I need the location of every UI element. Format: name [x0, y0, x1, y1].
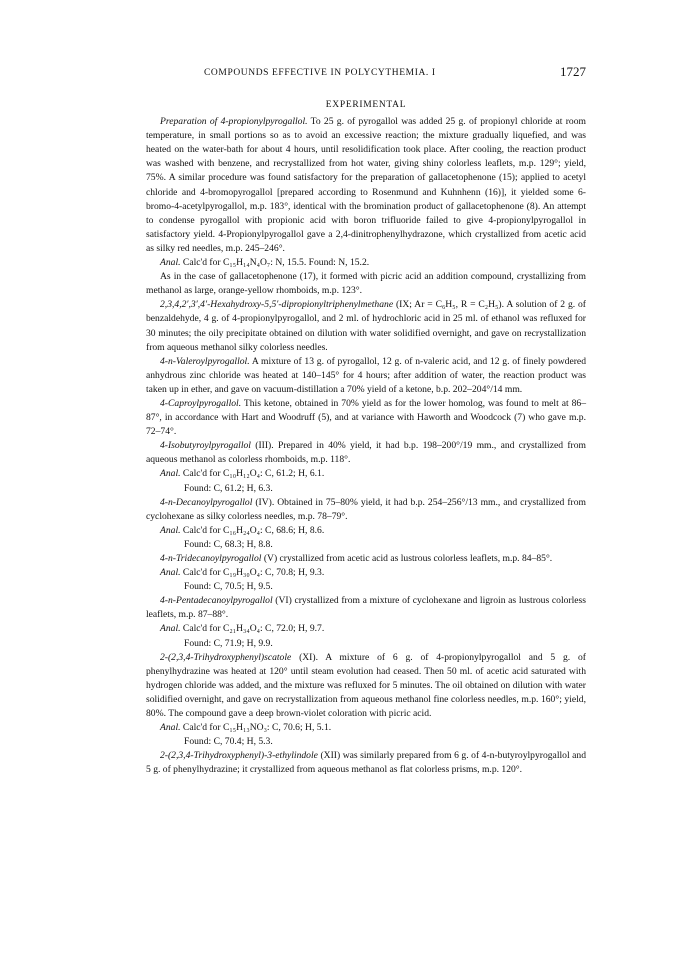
analysis-line	[160, 721, 586, 735]
page-header	[146, 66, 586, 82]
paragraph-text: (XI). A mixture of 6 g. of 4-propionylpyrogallol and 5 g. of phenylhydrazine was heated at 120° until steam evolution had ceased. Then 50 ml. of acetic acid saturated with hydrogen chloride was added, and the mixture was refluxed for 5 minutes. The oil obtained on dilution with water solidified overnight, and gave on recrystallization from aqueous methanol fine colorless needles, m.p. 160°; yield, 80%. The compound gave a deep brown-violet coloration with picric acid.	[146, 651, 586, 720]
paragraph-italic-lead: Preparation of 4-propionylpyrogallol.	[160, 116, 308, 128]
paragraph-text: Calc'd for C₁₅H₁₄N₄O₇: N, 15.5. Found: N, 15.2.	[180, 257, 370, 269]
found-line	[184, 538, 586, 552]
paragraph-italic-lead: Anal.	[160, 623, 181, 635]
article-body	[146, 98, 586, 778]
paragraph	[146, 749, 586, 777]
paragraph-text: Found: C, 71.9; H, 9.9.	[184, 637, 273, 649]
paragraph-italic-lead: 4-Caproylpyrogallol.	[160, 397, 242, 409]
paragraph	[146, 496, 586, 524]
analysis-line	[160, 622, 586, 636]
paragraph	[146, 115, 586, 256]
found-line	[184, 637, 586, 651]
paragraph-text: This ketone, obtained in 70% yield as for the lower homolog, was found to melt at 86–87°, in accordance with Hart and Woodruff (5), and at variance with Haworth and Woodcock (7) who gave m.p. 72–74°.	[146, 397, 586, 438]
paragraph-text: Calc'd for C₁₆H₂₄O₄: C, 68.6; H, 8.6.	[180, 524, 325, 536]
paragraph-text: (IX; Ar = C₆H₅, R = C₂H₅). A solution of 2 g. of benzaldehyde, 4 g. of 4-propionylpyrogallol, and 2 ml. of hydrochloric acid in 25 ml. of ethanol was refluxed for 30 minutes; the oily precipitate obtained on dilution with water solidified overnight, and gave on recrystallization from aqueous methanol silky colorless needles.	[146, 299, 586, 353]
paragraph-text: Found: C, 68.3; H, 8.8.	[184, 538, 273, 550]
paragraph-italic-lead: 2-(2,3,4-Trihydroxyphenyl)scatole	[160, 651, 292, 663]
paragraph-text: Calc'd for C₁₅H₁₃NO₃: C, 70.6; H, 5.1.	[180, 722, 332, 734]
paragraph-text: Calc'd for C₁₀H₁₂O₄: C, 61.2; H, 6.1.	[180, 468, 325, 480]
found-line	[184, 580, 586, 594]
section-heading: EXPERIMENTAL	[325, 100, 407, 110]
paragraph-italic-lead: Anal.	[160, 257, 181, 269]
paragraph-text: As in the case of gallacetophenone (17), it formed with picric acid an addition compound, crystallizing from methanol as large, orange-yellow rhomboids, m.p. 123°.	[146, 271, 586, 297]
paragraph-list	[146, 115, 586, 777]
running-title: COMPOUNDS EFFECTIVE IN POLYCYTHEMIA. I	[204, 68, 436, 78]
paragraph-italic-lead: Anal.	[160, 468, 181, 480]
paragraph	[146, 298, 586, 354]
paragraph-text: (VI) crystallized from a mixture of cyclohexane and ligroin as lustrous colorless leaflets, m.p. 87–88°.	[146, 595, 586, 621]
analysis-line	[160, 256, 586, 270]
paragraph-italic-lead: 4-n-Tridecanoylpyrogallol	[160, 553, 262, 564]
paragraph-text: Calc'd for C₂₁H₃₄O₄: C, 72.0; H, 9.7.	[180, 623, 325, 635]
paragraph-italic-lead: 2-(2,3,4-Trihydroxyphenyl)-3-ethylindole	[160, 750, 318, 762]
found-line	[184, 482, 586, 496]
paragraph	[146, 270, 586, 298]
paragraph-italic-lead: Anal.	[160, 722, 181, 734]
paragraph-text: (III). Prepared in 40% yield, it had b.p. 198–200°/19 mm., and crystallized from aqueous methanol as colorless rhomboids, m.p. 118°.	[146, 440, 586, 466]
paragraph-italic-lead: 4-Isobutyroylpyrogallol	[160, 440, 251, 452]
paragraph	[146, 439, 586, 467]
analysis-line	[160, 566, 586, 580]
paragraph	[146, 355, 586, 397]
paragraph-text: (V) crystallized from acetic acid as lustrous colorless leaflets, m.p. 84–85°.	[261, 553, 553, 564]
paragraph	[146, 651, 586, 721]
paragraph-text: A mixture of 13 g. of pyrogallol, 12 g. of n-valeric acid, and 12 g. of finely powdered anhydrous zinc chloride was heated at 140–145° for 4 hours; after addition of water, the reaction product was taken up in ether, and gave on vacuum-distillation a 70% yield of a ketone, b.p. 202–204°/14 mm.	[146, 355, 586, 395]
paragraph	[146, 397, 586, 439]
paragraph-text: Found: C, 61.2; H, 6.3.	[184, 482, 273, 494]
paragraph	[146, 594, 586, 622]
paragraph-italic-lead: 2,3,4,2′,3′,4′-Hexahydroxy-5,5′-dipropionyltriphenylmethane	[160, 299, 394, 311]
page-number: 1727	[560, 64, 586, 79]
paragraph-text: Found: C, 70.4; H, 5.3.	[184, 736, 273, 748]
paragraph	[146, 552, 586, 566]
found-line	[184, 735, 586, 749]
paragraph-text: To 25 g. of pyrogallol was added 25 g. of propionyl chloride at room temperature, in small portions so as to avoid an excessive reaction; the mixture gradually liquefied, and was heated on the water-bath for about 4 hours, until resolidification took place. After cooling, the reaction product was washed with benzene, and recrystallized from hot water, giving shiny colorless leaflets, m.p. 129°; yield, 75%. A similar procedure was found satisfactory for the preparation of gallacetophenone (15); applied to acetyl chloride and 4-bromopyrogallol [prepared according to Rosenmund and Kuhnhenn (16)], it yielded some 6-bromo-4-acetylpyrogallol, m.p. 183°, identical with the bromination product of gallacetophenone (8). An attempt to condense pyrogallol with propionic acid with boron trifluoride failed to give 4-propionylpyrogallol in satisfactory yield. 4-Propionylpyrogallol gave a 2,4-dinitrophenylhydrazone, which crystallized from acetic acid as silky red needles, m.p. 245–246°.	[146, 116, 586, 254]
paragraph-italic-lead: 4-n-Decanoylpyrogallol	[160, 496, 253, 508]
paragraph-italic-lead: Anal.	[160, 567, 181, 579]
paragraph-text: Calc'd for C₁₉H₃₀O₄: C, 70.8; H, 9.3.	[180, 567, 325, 579]
paragraph-italic-lead: Anal.	[160, 524, 181, 536]
paragraph-text: (XII) was similarly prepared from 6 g. of 4-n-butyroylpyrogallol and 5 g. of phenylhydrazine; it crystallized from aqueous methanol as flat colorless prisms, m.p. 120°.	[146, 750, 586, 776]
paragraph-italic-lead: 4-n-Pentadecanoylpyrogallol	[160, 595, 273, 607]
analysis-line	[160, 524, 586, 538]
paragraph-text: Found: C, 70.5; H, 9.5.	[184, 581, 273, 593]
paragraph-italic-lead: 4-n-Valeroylpyrogallol.	[160, 355, 250, 367]
analysis-line	[160, 467, 586, 481]
paragraph-text: (IV). Obtained in 75–80% yield, it had b.p. 254–256°/13 mm., and crystallized from cyclohexane as silky colorless needles, m.p. 78–79°.	[146, 496, 586, 522]
